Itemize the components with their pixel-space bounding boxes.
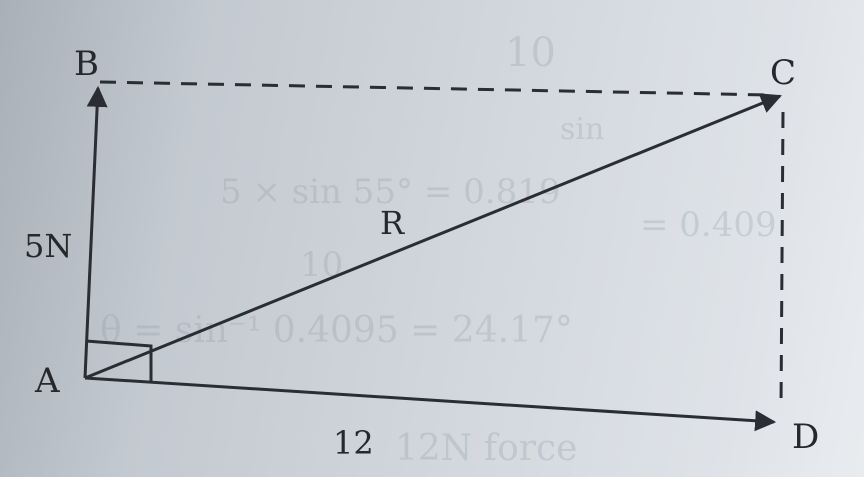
- force-label-ab: 5N: [24, 227, 73, 265]
- resultant-label: R: [380, 204, 405, 242]
- ghost-text-7: 12N force: [395, 428, 578, 469]
- ghost-text-6: θ = sin⁻¹ 0.4095 = 24.17°: [100, 310, 573, 351]
- ghost-text-2: sin: [560, 112, 605, 147]
- ghost-text-3: 5 × sin 55° = 0.819: [220, 172, 561, 212]
- vector-resultant-ac: [85, 96, 780, 378]
- vector-ad: [85, 378, 774, 422]
- point-label-a: A: [35, 361, 60, 401]
- ghost-text-4: = 0.409: [640, 205, 777, 245]
- ghost-text-1: 10: [505, 30, 556, 76]
- dashed-line-bc: [100, 82, 770, 95]
- ghost-text-5: 10: [300, 245, 344, 285]
- force-label-ad: 12: [333, 424, 374, 462]
- point-label-c: C: [770, 53, 797, 93]
- point-label-d: D: [792, 417, 820, 457]
- vector-ab: [85, 88, 98, 378]
- dashed-line-cd: [781, 112, 783, 408]
- point-label-b: B: [74, 44, 99, 84]
